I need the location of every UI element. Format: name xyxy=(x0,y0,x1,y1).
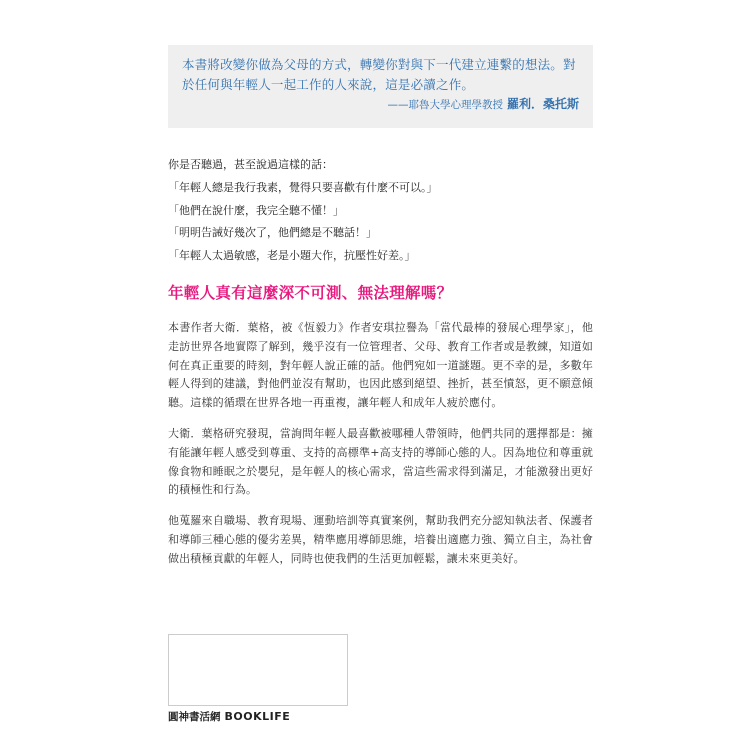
paragraph: 本書作者大衛．葉格，被《恆毅力》作者安琪拉譽為「當代最棒的發展心理學家」，他走訪世界各地實際了解到，幾乎沒有一位管理者、父母、教育工作者或是教練，知道如何在真正重要的時刻，對年輕人說正確的話。他們宛如一道謎題。更不幸的是，多數年輕人得到的建議，對他們並沒有幫助，也因此感到絕望、挫折，甚至憤怒，更不願意傾聽。這樣的循環在世界各地一再重複，讓年輕人和成年人疲於應付。 xyxy=(168,321,593,410)
attribution-name: 羅利．桑托斯 xyxy=(506,97,579,111)
brand-name-en: BOOKLIFE xyxy=(224,710,291,723)
endorsement-quote-box xyxy=(168,45,593,128)
brand-name-cn: 圓神書活網 xyxy=(168,711,221,723)
sayings-list xyxy=(168,177,593,267)
saying-item: 「年輕人太過敏感，老是小題大作，抗壓性好差。」 xyxy=(168,248,416,262)
saying-item: 「明明告誡好幾次了，他們總是不聽話！」 xyxy=(168,226,377,239)
paragraph: 他蒐羅來自職場、教育現場、運動培訓等真實案例，幫助我們充分認知執法者、保護者和導師三種心態的優劣差異，精準應用導師思維，培養出適應力強、獨立自主，為社會做出積極貢獻的年輕人，同時也使我們的生活更加輕鬆，讓未來更美好。 xyxy=(168,514,593,565)
intro-question: 你是否聽過，甚至說過這樣的話： xyxy=(168,158,333,171)
saying-item: 「他們在說什麼，我完全聽不懂！」 xyxy=(168,203,344,217)
paragraph: 大衛．葉格研究發現，當詢問年輕人最喜歡被哪種人帶領時，他們共同的選擇都是：擁有能讓年輕人感受到尊重、支持的高標準+高支持的導師心態的人。因為地位和尊重就像食物和睡眠之於嬰兒，是年輕人的核心需求，當這些需求得到滿足，才能激發出更好的積極性和行為。 xyxy=(168,426,593,497)
attribution-title: ——耶魯大學心理學教授 xyxy=(387,99,503,111)
endorsement-quote-text: 本書將改變你做為父母的方式，轉變你對與下一代建立連繫的想法。對於任何與年輕人一起工作的人來說，這是必讀之作。 xyxy=(182,57,576,92)
endorsement-attribution xyxy=(182,95,579,114)
brand-logo[interactable] xyxy=(168,710,290,724)
book-description xyxy=(168,45,593,569)
section-heading: 年輕人真有這麼深不可測、無法理解嗎？ xyxy=(168,284,453,302)
image-placeholder xyxy=(168,634,348,706)
saying-item: 「年輕人總是我行我素，覺得只要喜歡有什麼不可以。」 xyxy=(168,181,438,194)
